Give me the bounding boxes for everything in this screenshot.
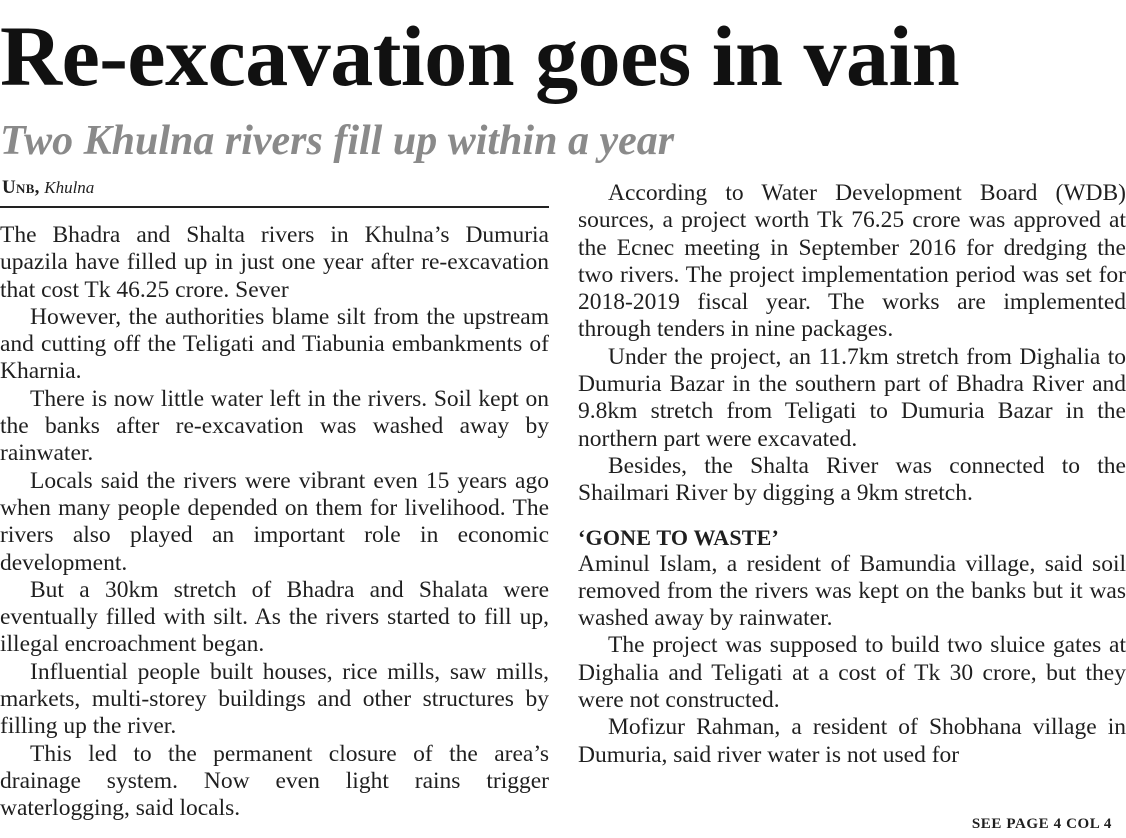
article-paragraph: But a 30km stretch of Bhadra and Shalata were eventually filled with silt. As the rivers started to fill up, illegal encroachment began. — [0, 576, 549, 658]
article-paragraph: However, the authorities blame silt from the upstream and cutting off the Teligati and Tiabunia embankments of Kharnia. — [0, 303, 549, 385]
continuation-note: SEE PAGE 4 COL 4 — [971, 816, 1112, 832]
article-paragraph: The Bhadra and Shalta rivers in Khulna’s Dumuria upazila have filled up in just one year after re-excavation that cost Tk 46.25 crore. Sever — [0, 222, 549, 303]
article-paragraph: Influential people built houses, rice mills, saw mills, markets, multi-storey buildings and other structures by filling up the river. — [0, 658, 549, 740]
article-paragraph: Besides, the Shalta River was connected to the Shailmari River by digging a 9km stretch. — [578, 452, 1126, 507]
article-column-right — [578, 180, 1126, 769]
byline-agency: Unb, — [2, 177, 40, 198]
article-paragraph: Locals said the rivers were vibrant even 15 years ago when many people depended on them for livelihood. The rivers also played an important role in economic development. — [0, 467, 549, 576]
article-paragraph: Mofizur Rahman, a resident of Shobhana village in Dumuria, said river water is not used for — [578, 714, 1126, 768]
byline-location: Khulna — [44, 178, 95, 197]
article-column-left — [0, 222, 549, 823]
section-heading: ‘GONE TO WASTE’ — [578, 524, 780, 550]
subheadline: Two Khulna rivers fill up within a year — [0, 118, 675, 164]
byline-divider — [0, 206, 549, 208]
headline: Re-excavation goes in vain — [0, 8, 960, 104]
article-paragraph: There is now little water left in the rivers. Soil kept on the banks after re-excavation was washed away by rainwater. — [0, 385, 549, 467]
article-paragraph: Under the project, an 11.7km stretch from Dighalia to Dumuria Bazar in the southern part of Bhadra River and 9.8km stretch from Teligati to Dumuria Bazar in the northern part were excavated. — [578, 343, 1126, 452]
article-paragraph: According to Water Development Board (WDB) sources, a project worth Tk 76.25 crore was approved at the Ecnec meeting in September 2016 for dredging the two rivers. The project implementation period was set for 2018-2019 fiscal year. The works are implemented through tenders in nine packages. — [578, 180, 1126, 343]
article-paragraph: This led to the permanent closure of the area’s drainage system. Now even light rains trigger waterlogging, said locals. — [0, 740, 549, 822]
article-paragraph: The project was supposed to build two sluice gates at Dighalia and Teligati at a cost of Tk 30 crore, but they were not constructed. — [578, 632, 1126, 714]
article-paragraph: Aminul Islam, a resident of Bamundia village, said soil removed from the rivers was kept on the banks but it was washed away by rainwater. — [578, 550, 1126, 632]
byline — [2, 176, 94, 199]
